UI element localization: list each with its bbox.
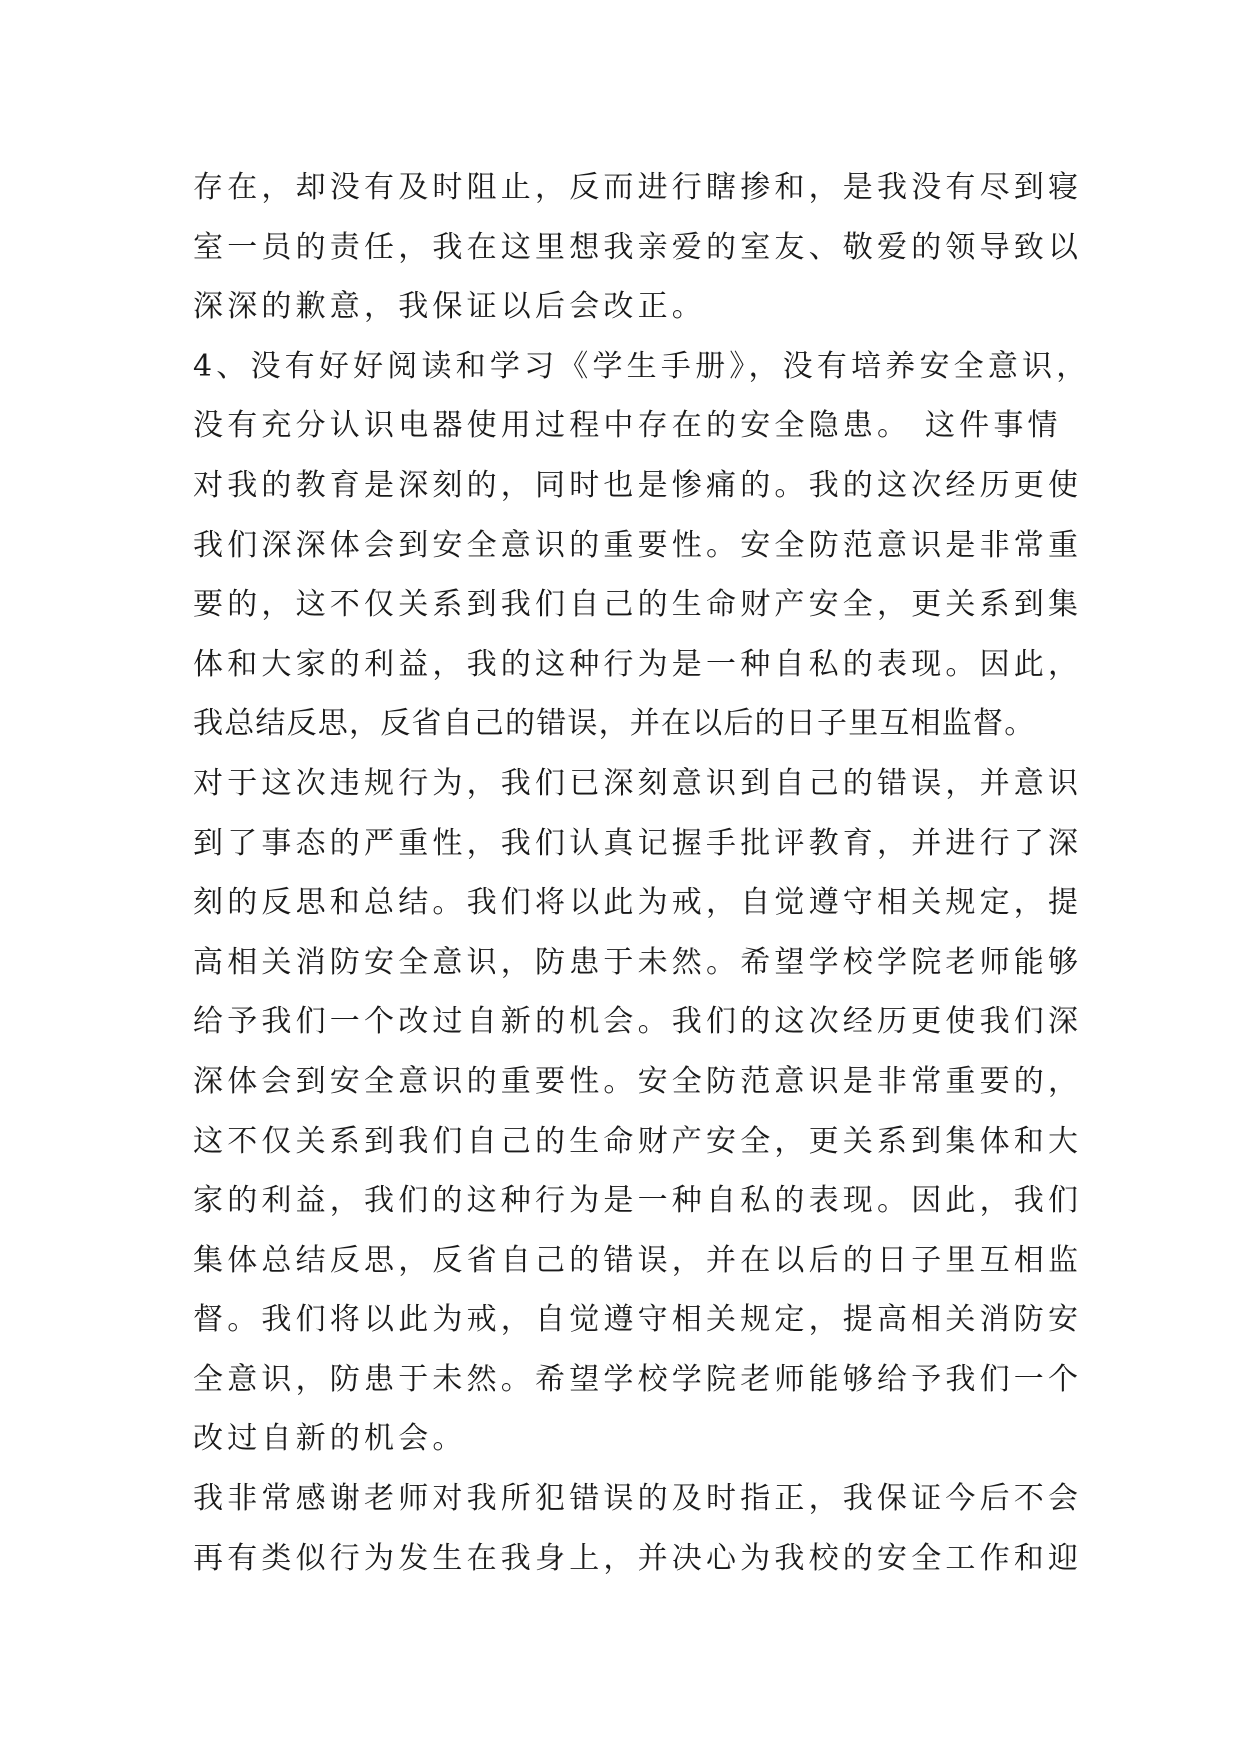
text-line: 体和大家的利益，我的这种行为是一种自私的表现。因此，	[193, 646, 1083, 682]
text-line: 存在，却没有及时阻止，反而进行瞎掺和，是我没有尽到寝	[193, 170, 1083, 205]
text-line: 再有类似行为发生在我身上，并决心为我校的安全工作和迎	[193, 1540, 1083, 1576]
text-line: 对我的教育是深刻的，同时也是惨痛的。我的这次经历更使	[193, 467, 1083, 503]
text-line: 我们深深体会到安全意识的重要性。安全防范意识是非常重	[193, 527, 1083, 563]
text-line: 督。我们将以此为戒，自觉遵守相关规定，提高相关消防安	[193, 1302, 1083, 1338]
text-line: 给予我们一个改过自新的机会。我们的这次经历更使我们深	[193, 1004, 1083, 1040]
text-line: 要的，这不仅关系到我们自己的生命财产安全，更关系到集	[193, 587, 1083, 623]
text-line: 刻的反思和总结。我们将以此为戒，自觉遵守相关规定，提	[193, 885, 1083, 921]
text-line: 深深的歉意，我保证以后会改正。	[193, 289, 706, 325]
text-line: 改过自新的机会。	[193, 1421, 467, 1457]
text-line: 到了事态的严重性，我们认真记握手批评教育，并进行了深	[193, 825, 1083, 861]
text-line: 深体会到安全意识的重要性。安全防范意识是非常重要的，	[193, 1063, 1083, 1099]
text-line: 集体总结反思，反省自己的错误，并在以后的日子里互相监	[193, 1242, 1083, 1278]
body-text	[193, 158, 1091, 1588]
text-line: 对于这次违规行为，我们已深刻意识到自己的错误，并意识	[193, 765, 1083, 801]
text-line: 我非常感谢老师对我所犯错误的及时指正，我保证今后不会	[193, 1481, 1083, 1517]
text-line: 这不仅关系到我们自己的生命财产安全，更关系到集体和大	[193, 1123, 1083, 1159]
text-line: 没有充分认识电器使用过程中存在的安全隐患。 这件事情	[193, 408, 1062, 444]
text-line: 室一员的责任，我在这里想我亲爱的室友、敬爱的领导致以	[193, 229, 1083, 265]
text-line: 高相关消防安全意识，防患于未然。希望学校学院老师能够	[193, 944, 1083, 980]
text-line: 家的利益，我们的这种行为是一种自私的表现。因此，我们	[193, 1183, 1083, 1219]
text-line: 全意识，防患于未然。希望学校学院老师能够给予我们一个	[193, 1361, 1083, 1397]
text-line: 我总结反思，反省自己的错误，并在以后的日子里互相监督。	[193, 706, 1036, 742]
text-line: 4、没有好好阅读和学习《学生手册》，没有培养安全意识，	[193, 348, 1091, 384]
